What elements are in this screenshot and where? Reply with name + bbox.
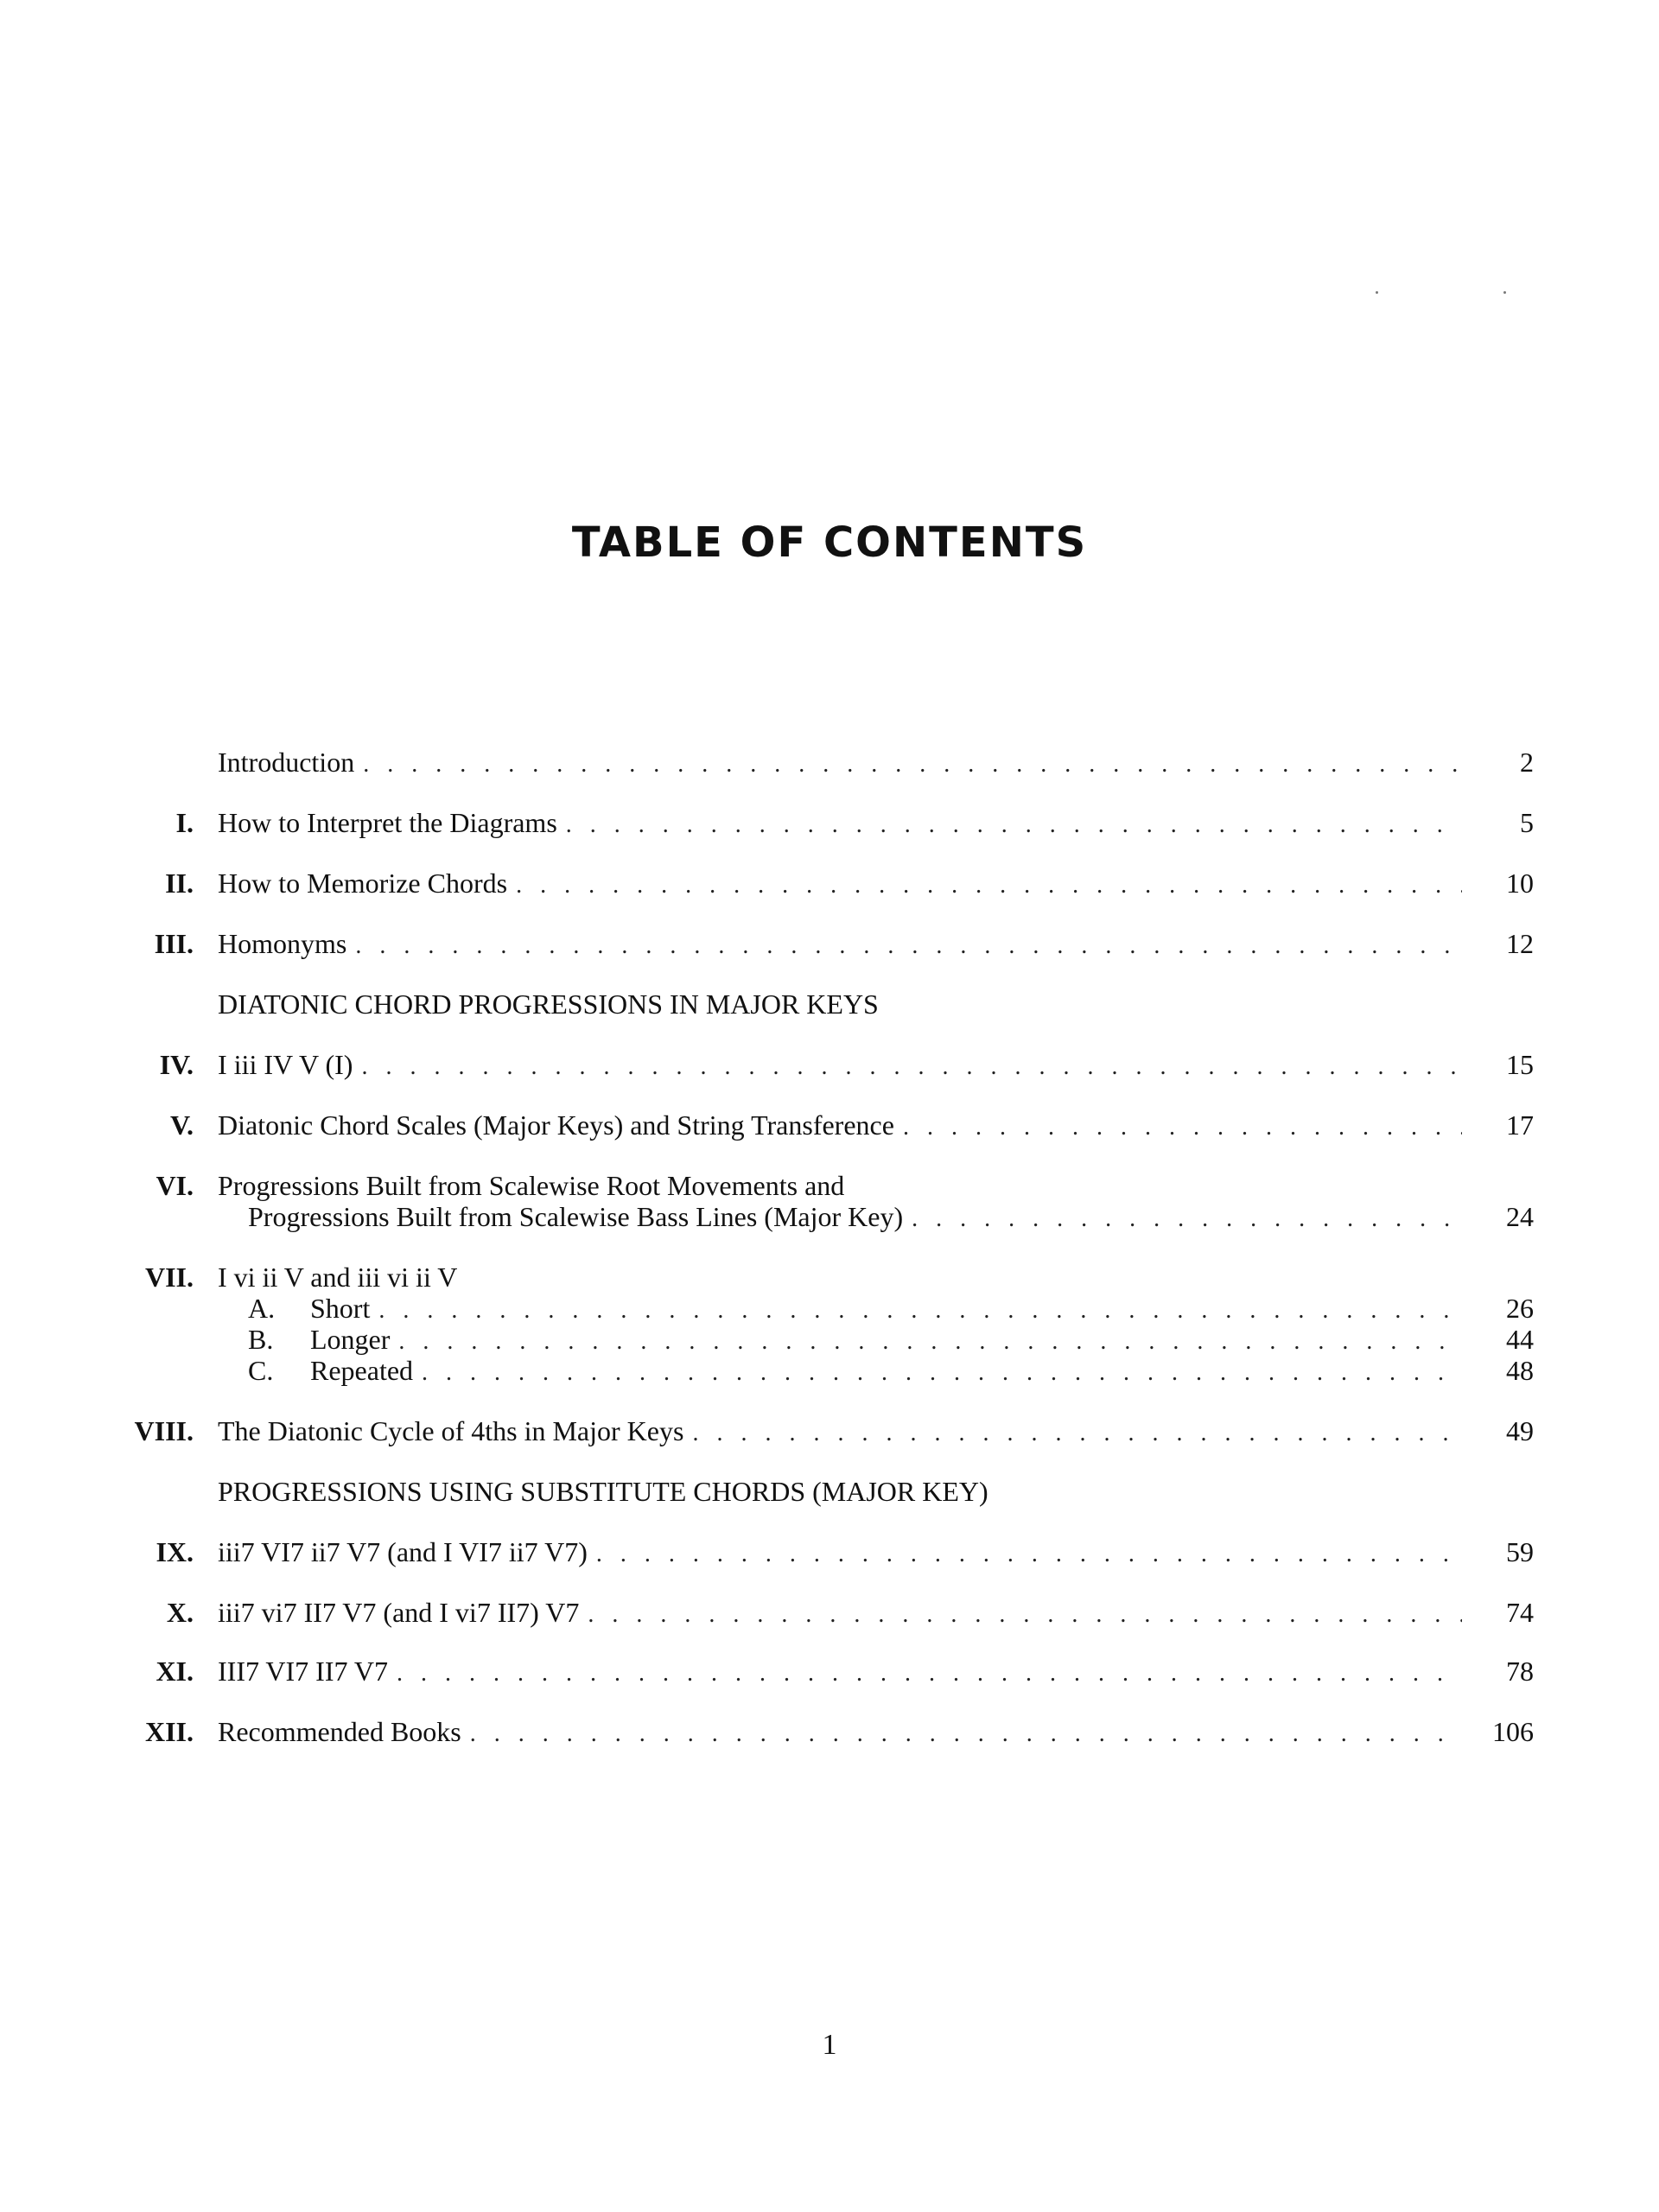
toc-entry-page: 44 <box>1506 1324 1534 1355</box>
toc-entry-number: VII. <box>144 1262 194 1293</box>
toc-entry[interactable] <box>0 926 1659 961</box>
toc-entry-number: III. <box>154 928 194 959</box>
subentry-label: Longer <box>310 1324 391 1355</box>
toc-entry-label: I vi ii V and iii vi ii V <box>218 1262 458 1293</box>
toc-subentry[interactable] <box>0 1322 1659 1357</box>
toc-entry-page: 106 <box>1492 1716 1534 1747</box>
toc-entry-page: 15 <box>1506 1049 1534 1080</box>
toc-entry-number: IV. <box>159 1049 194 1080</box>
toc-entry[interactable] <box>0 805 1659 840</box>
toc-entry-label: Homonyms <box>218 928 347 959</box>
toc-entry[interactable] <box>0 1260 1659 1294</box>
page-number: 1 <box>822 2029 837 2061</box>
toc-entry-page: 17 <box>1506 1109 1534 1141</box>
toc-entry-number: XII. <box>144 1716 194 1747</box>
toc-entry-page: 24 <box>1506 1201 1534 1232</box>
toc-entry-label: Recommended Books <box>218 1716 461 1747</box>
toc-entry-label: iii7 VI7 ii7 V7 (and I VI7 ii7 V7) <box>218 1536 588 1567</box>
toc-entry[interactable] <box>0 1108 1659 1142</box>
toc-entry-label: iii7 vi7 II7 V7 (and I vi7 II7) V7 <box>218 1597 580 1628</box>
toc-entry-page: 12 <box>1506 928 1534 959</box>
toc-entry-continuation[interactable] <box>0 1199 1659 1234</box>
toc-entry[interactable] <box>0 1168 1659 1203</box>
toc-entry[interactable] <box>0 1414 1659 1448</box>
toc-entry-label: The Diatonic Cycle of 4ths in Major Keys <box>218 1415 684 1446</box>
dot-leader <box>903 1110 1462 1145</box>
toc-entry-page: 26 <box>1506 1293 1534 1324</box>
toc-entry-page: 74 <box>1506 1597 1534 1628</box>
toc-entry[interactable] <box>0 1714 1659 1749</box>
dot-leader <box>912 1202 1462 1236</box>
toc-entry-number: X. <box>166 1597 194 1628</box>
dot-leader <box>596 1537 1462 1572</box>
toc-entry[interactable] <box>0 1535 1659 1569</box>
subentry-letter: A. <box>248 1293 276 1324</box>
toc-subentry[interactable] <box>0 1291 1659 1325</box>
toc-entry-label: Progressions Built from Scalewise Root Movements and <box>218 1170 845 1201</box>
toc-entry-label: Diatonic Chord Scales (Major Keys) and String Transference <box>218 1109 894 1141</box>
toc-entry[interactable] <box>0 866 1659 900</box>
subentry-label: Short <box>310 1293 371 1324</box>
toc-entry-number: IX. <box>156 1536 194 1567</box>
toc-entry-page: 2 <box>1520 747 1534 778</box>
toc-entry-page: 49 <box>1506 1415 1534 1446</box>
toc-entry[interactable] <box>0 1654 1659 1688</box>
toc-entry-number: V. <box>170 1109 194 1141</box>
toc-entry-page: 59 <box>1506 1536 1534 1567</box>
section-heading: PROGRESSIONS USING SUBSTITUTE CHORDS (MAJOR KEY) <box>218 1476 988 1507</box>
dot-leader <box>397 1656 1462 1691</box>
toc-entry-page: 5 <box>1520 807 1534 838</box>
toc-entry[interactable] <box>0 1047 1659 1082</box>
subentry-label: Repeated <box>310 1355 414 1386</box>
toc-entry-page: 48 <box>1506 1355 1534 1386</box>
dot-leader <box>516 868 1462 903</box>
toc-entry-number: XI. <box>156 1656 194 1687</box>
toc-entry-label: How to Interpret the Diagrams <box>218 807 557 838</box>
toc-entry-label: I iii IV V (I) <box>218 1049 353 1080</box>
toc-entry[interactable] <box>0 745 1659 779</box>
toc-entry-number: VIII. <box>134 1415 194 1446</box>
dot-leader <box>363 747 1462 782</box>
toc-entry-label: III7 VI7 II7 V7 <box>218 1656 388 1687</box>
dot-leader <box>566 808 1462 842</box>
dot-leader <box>355 929 1462 963</box>
toc-subentry[interactable] <box>0 1353 1659 1388</box>
subentry-letter: C. <box>248 1355 274 1386</box>
toc-entry-number: II. <box>165 868 194 899</box>
page-title: TABLE OF CONTENTS <box>571 518 1088 567</box>
dot-leader <box>470 1717 1462 1751</box>
toc-entry[interactable] <box>0 1595 1659 1630</box>
section-heading: DIATONIC CHORD PROGRESSIONS IN MAJOR KEYS <box>218 988 879 1020</box>
dot-leader <box>422 1356 1462 1390</box>
toc-entry-page: 78 <box>1506 1656 1534 1687</box>
toc-entry-number: VI. <box>156 1170 194 1201</box>
toc-entry-label-continued: Progressions Built from Scalewise Bass Lines (Major Key) <box>248 1201 904 1232</box>
toc-entry-label: Introduction <box>218 747 355 778</box>
toc-entry-label: How to Memorize Chords <box>218 868 508 899</box>
dot-leader <box>588 1598 1462 1632</box>
dot-leader <box>692 1416 1462 1451</box>
toc-entry-number: I. <box>175 807 194 838</box>
dot-leader <box>361 1050 1462 1084</box>
subentry-letter: B. <box>248 1324 274 1355</box>
toc-entry-page: 10 <box>1506 868 1534 899</box>
